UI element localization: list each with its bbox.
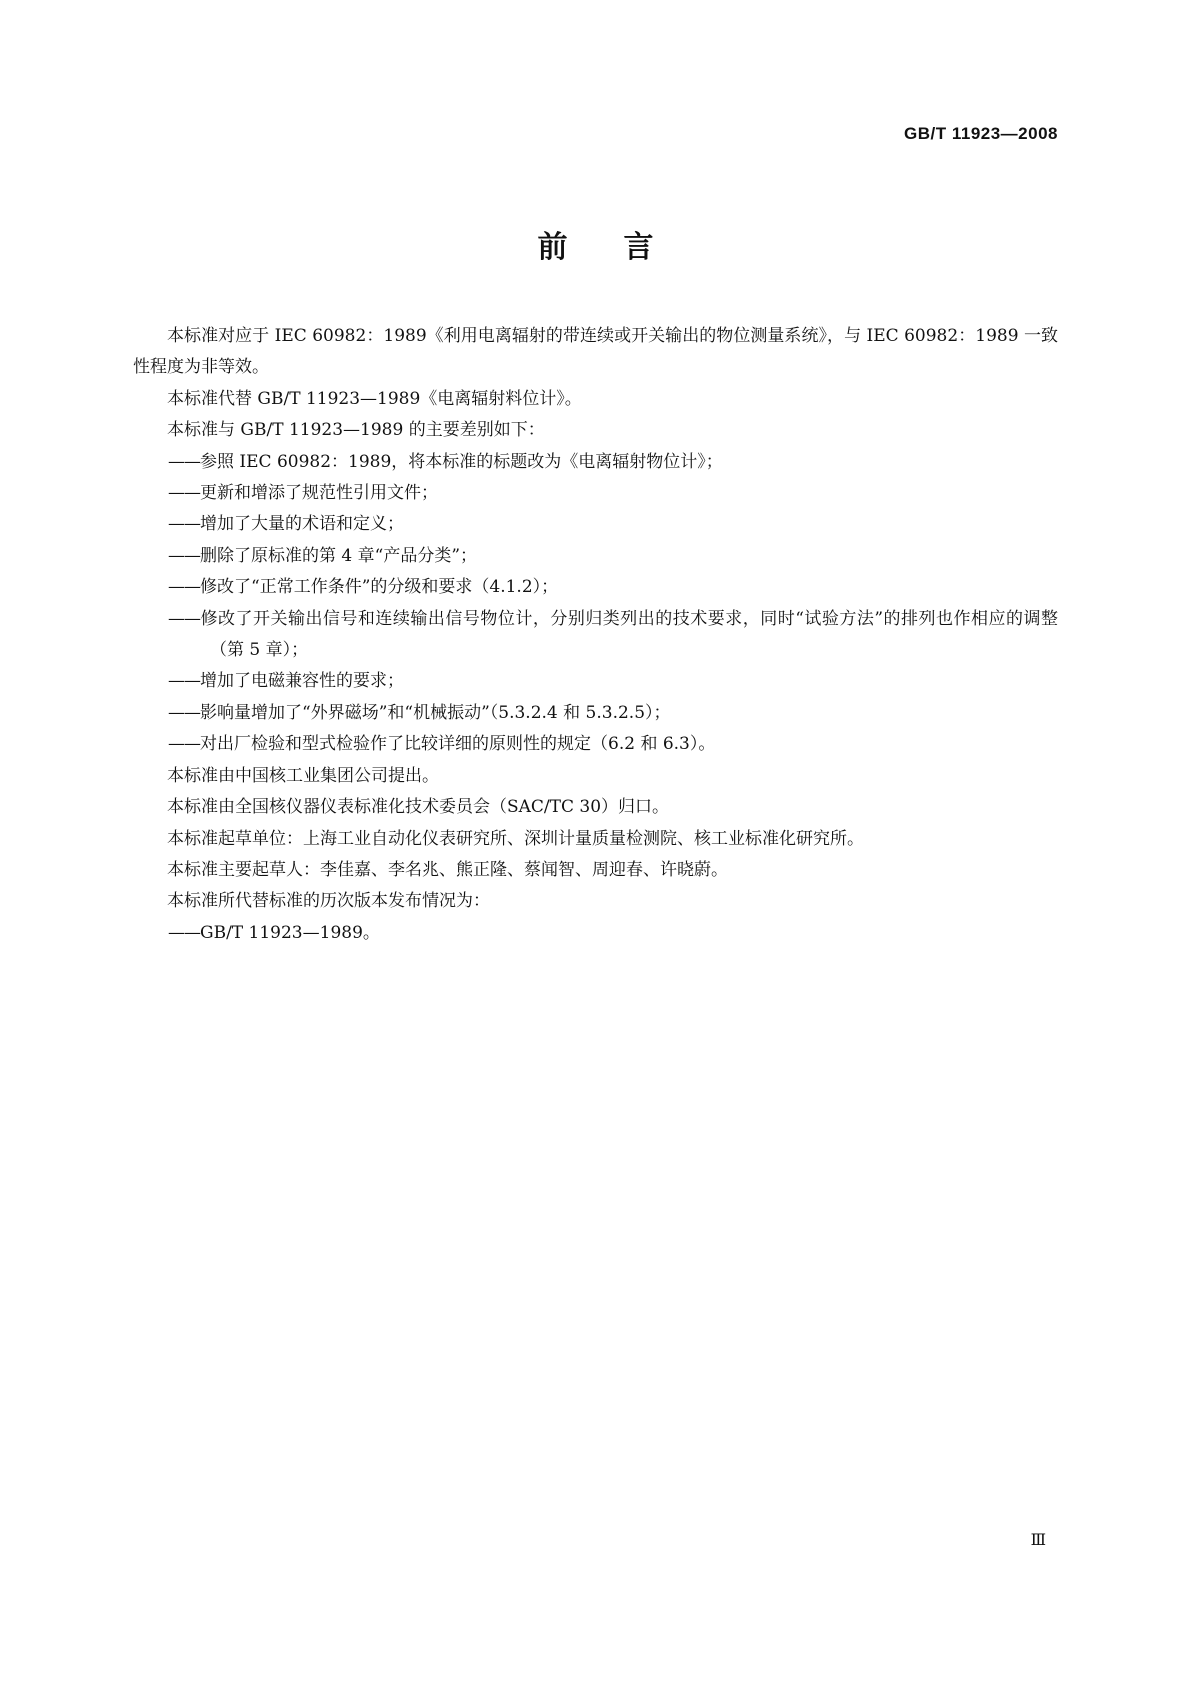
standard-number: GB/T 11923—2008 (904, 124, 1058, 143)
page-number: Ⅲ (1030, 1530, 1046, 1549)
proposer-paragraph: 本标准由中国核工业集团公司提出。 (167, 765, 439, 786)
committee-paragraph: 本标准由全国核仪器仪表标准化技术委员会（SAC/TC 30）归口。 (167, 797, 670, 818)
page-title: 前言 (537, 230, 710, 265)
difference-item (133, 698, 1058, 729)
document-body (133, 321, 1058, 949)
difference-item (133, 729, 1058, 760)
drafting-units-paragraph: 本标准起草单位：上海工业自动化仪表研究所、深圳计量质量检测院、核工业标准化研究所。 (167, 828, 864, 849)
history-text: GB/T 11923—1989。 (200, 922, 380, 943)
difference-text: 增加了电磁兼容性的要求； (200, 671, 404, 692)
dash-marker: —— (168, 671, 200, 692)
difference-item (133, 604, 1058, 667)
history-intro-paragraph: 本标准所代替标准的历次版本发布情况为： (167, 891, 490, 912)
difference-text: 删除了原标准的第 4 章“产品分类”； (200, 545, 478, 566)
dash-marker: —— (168, 922, 200, 943)
replacement-paragraph: 本标准代替 GB/T 11923—1989《电离辐射料位计》。 (167, 388, 582, 409)
difference-item (133, 541, 1058, 572)
dash-marker: —— (168, 702, 200, 723)
drafters-paragraph: 本标准主要起草人：李佳嘉、李名兆、熊正隆、蔡闻智、周迎春、许晓蔚。 (167, 859, 728, 880)
difference-text: 修改了开关输出信号和连续输出信号物位计，分别归类列出的技术要求，同时“试验方法”的排列也作相应的调整（第 5 章）； (200, 608, 1058, 661)
intro-paragraph: 本标准对应于 IEC 60982：1989《利用电离辐射的带连续或开关输出的物位测量系统》，与 IEC 60982：1989 一致性程度为非等效。 (133, 326, 1058, 378)
dash-marker: —— (168, 608, 200, 629)
difference-text: 增加了大量的术语和定义； (200, 514, 404, 535)
difference-text: 对出厂检验和型式检验作了比较详细的原则性的规定（6.2 和 6.3）。 (200, 734, 716, 755)
difference-text: 影响量增加了“外界磁场”和“机械振动”（5.3.2.4 和 5.3.2.5）； (200, 702, 671, 723)
difference-item (133, 447, 1058, 478)
dash-marker: —— (168, 577, 200, 598)
dash-marker: —— (168, 514, 200, 535)
difference-text: 修改了“正常工作条件”的分级和要求（4.1.2）； (200, 577, 559, 598)
dash-marker: —— (168, 734, 200, 755)
difference-item (133, 666, 1058, 697)
difference-text: 参照 IEC 60982：1989，将本标准的标题改为《电离辐射物位计》； (200, 451, 723, 472)
dash-marker: —— (168, 545, 200, 566)
difference-item (133, 478, 1058, 509)
history-item (133, 918, 1058, 949)
difference-item (133, 572, 1058, 603)
differences-intro-paragraph: 本标准与 GB/T 11923—1989 的主要差别如下： (167, 420, 545, 441)
difference-item (133, 509, 1058, 540)
dash-marker: —— (168, 451, 200, 472)
difference-text: 更新和增添了规范性引用文件； (200, 483, 438, 504)
dash-marker: —— (168, 483, 200, 504)
